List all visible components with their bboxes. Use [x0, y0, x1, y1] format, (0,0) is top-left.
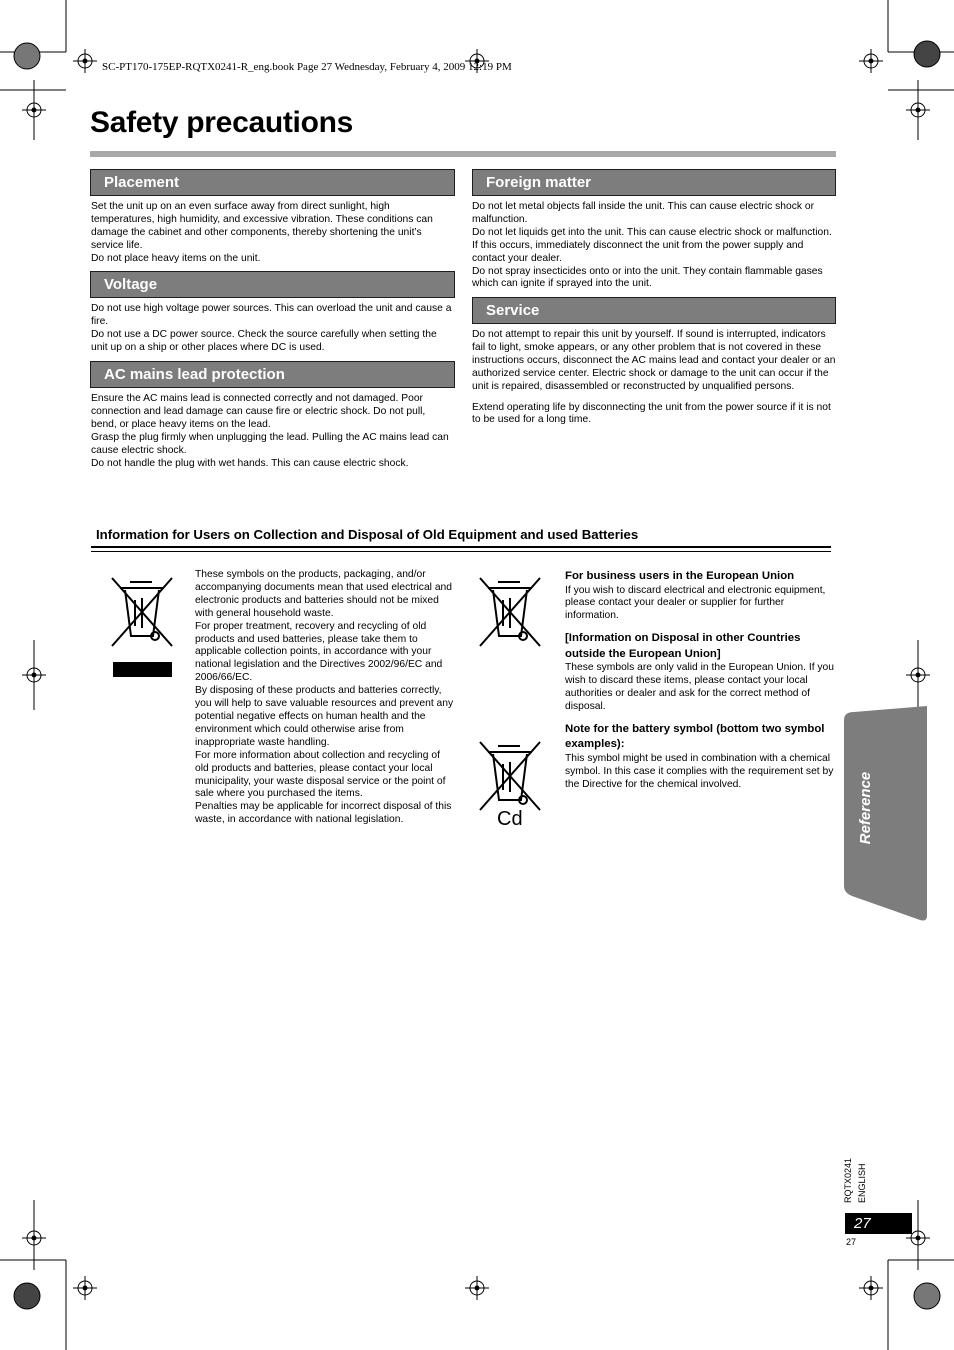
- foreign-matter-text: [472, 201, 836, 291]
- paragraph: Do not use a DC power source. Check the source carefully when setting the unit up on a ship or other places where DC is used.: [91, 328, 437, 353]
- paragraph: For more information about collection and recycling of old products and batteries, please contact your local municipality, your waste disposal service or the point of sale where you purchased the items.: [195, 749, 446, 800]
- paragraph: Do not let liquids get into the unit. This can cause electric shock or malfunction. If this occurs, immediately disconnect the unit from the power supply and contact your dealer.: [472, 226, 832, 264]
- small-page-number: 27: [846, 1237, 857, 1247]
- paragraph: Do not let metal objects fall inside the unit. This can cause electric shock or malfunction.: [472, 201, 815, 225]
- section-heading-ac-mains: AC mains lead protection: [90, 361, 455, 388]
- paragraph: If you wish to discard electrical and electronic equipment, please contact your dealer or supplier for further information.: [565, 584, 826, 622]
- doc-code: RQTX0241: [843, 1157, 853, 1203]
- paragraph: Set the unit up on an even surface away from direct sunlight, high temperatures, high humidity, and excessive vibration. These conditions can damage the cabinet and other components, thereby shortening the unit’s service life.: [91, 201, 433, 251]
- paragraph: Ensure the AC mains lead is connected correctly and not damaged. Poor connection and lead damage can cause fire or electric shock. Do not pull, bend, or place heavy items on the lead.: [91, 393, 426, 430]
- section-heading-placement: Placement: [90, 169, 455, 196]
- page-number: 27: [845, 1213, 912, 1234]
- paragraph: Do not attempt to repair this unit by yourself. If sound is interrupted, indicators fail to light, smoke appears, or any other problem that is not covered in these instructions occurs, disconnect the AC mains lead and contact your dealer or an authorized service center. Electric shock or damage to the unit can occur if the unit is repaired, disassembled or reconstructed by unqualified persons.: [472, 329, 836, 392]
- paragraph: By disposing of these products and batteries correctly, you will help to save valuable resources and prevent any potential negative effects on human health and the environment which could otherwise arise from inappropriate waste handling.: [195, 685, 454, 748]
- page-title: Safety precautions: [90, 106, 354, 139]
- section-heading-service: Service: [472, 297, 836, 324]
- crossed-out-battery-bin-icon: [476, 738, 544, 818]
- section-heading-foreign-matter: Foreign matter: [472, 169, 836, 196]
- title-rule: [90, 151, 836, 157]
- service-text: [472, 329, 836, 427]
- side-tab-label: Reference: [856, 771, 874, 845]
- paragraph: Do not place heavy items on the unit.: [91, 252, 261, 264]
- disposal-rule: [91, 546, 831, 548]
- paragraph: Extend operating life by disconnecting the unit from the power source if it is not to be used for a long time.: [472, 401, 831, 426]
- paragraph: For proper treatment, recovery and recycling of old products and used batteries, please take them to applicable collection points, in accordance with your national legislation and the Directives 2002/96/EC and 2006/66/EC.: [195, 620, 443, 684]
- chemical-symbol: Cd: [497, 808, 523, 830]
- other-countries-heading: [Information on Disposal in other Countries outside the European Union]: [565, 632, 801, 660]
- placement-text: [91, 201, 453, 266]
- paragraph: These symbols are only valid in the European Union. If you wish to discard these items, please contact your local authorities or dealer and ask for the correct method of disposal.: [565, 662, 835, 712]
- paragraph: Penalties may be applicable for incorrect disposal of this waste, in accordance with national legislation.: [195, 801, 452, 826]
- disposal-title: Information for Users on Collection and Disposal of Old Equipment and used Batteries: [96, 527, 639, 542]
- disposal-right-text: [565, 569, 835, 792]
- paragraph: This symbol might be used in combination with a chemical symbol. In this case it complies with the requirement set by the Directive for the chemical involved.: [565, 752, 834, 790]
- voltage-text: [91, 303, 453, 355]
- crossed-out-bin-icon: [108, 574, 176, 680]
- paragraph: Do not spray insecticides onto or into the unit. They contain flammable gases which can ignite if sprayed into the unit.: [472, 265, 823, 290]
- language-label: ENGLISH: [857, 1163, 867, 1203]
- print-header: SC-PT170-175EP-RQTX0241-R_eng.book Page 27 Wednesday, February 4, 2009 12:19 PM: [102, 61, 512, 73]
- paragraph: Grasp the plug firmly when unplugging the lead. Pulling the AC mains lead can cause electric shock.: [91, 431, 449, 456]
- crossed-out-bin-icon: [476, 574, 544, 654]
- paragraph: Do not use high voltage power sources. This can overload the unit and cause a fire.: [91, 303, 452, 327]
- business-heading: For business users in the European Union: [565, 570, 795, 582]
- paragraph: These symbols on the products, packaging, and/or accompanying documents mean that used electrical and electronic products and batteries should not be mixed with general household waste.: [195, 569, 452, 619]
- paragraph: Do not handle the plug with wet hands. This can cause electric shock.: [91, 457, 409, 469]
- battery-note-heading: Note for the battery symbol (bottom two symbol examples):: [565, 722, 825, 751]
- disposal-left-text: [195, 569, 455, 827]
- ac-mains-text: [91, 393, 453, 470]
- section-heading-voltage: Voltage: [90, 271, 455, 298]
- disposal-rule: [91, 551, 831, 552]
